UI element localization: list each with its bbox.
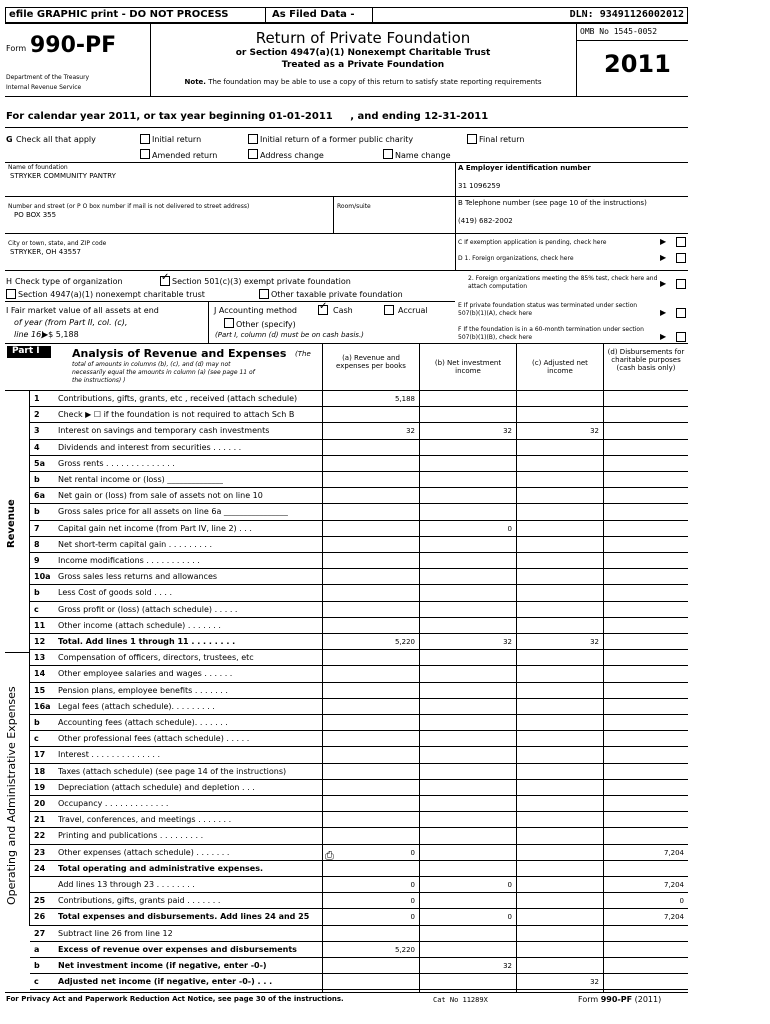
- form-label: Form: [6, 44, 27, 53]
- cash-label: Cash: [333, 306, 353, 315]
- row-number: 11: [34, 620, 46, 630]
- row-divider: [30, 844, 688, 845]
- row-label: Contributions, gifts, grants, etc , received (attach schedule): [58, 394, 298, 403]
- row-number: 22: [34, 831, 46, 841]
- row-divider: [30, 876, 688, 877]
- amount-col-a: 5,220: [394, 638, 415, 646]
- row-label: Net short-term capital gain . . . . . . . . .: [58, 539, 213, 549]
- amount-col-b: 0: [507, 913, 512, 922]
- row-label: Pension plans, employee benefits . . . . . . .: [58, 685, 228, 695]
- row-divider: [30, 520, 688, 521]
- other-taxable-checkbox[interactable]: [259, 289, 269, 299]
- cash-checkbox[interactable]: [318, 305, 328, 315]
- amount-col-a: 0: [410, 881, 415, 889]
- row-label: Occupancy . . . . . . . . . . . . .: [58, 799, 169, 808]
- foundation-name: STRYKER COMMUNITY PANTRY: [10, 172, 116, 180]
- amount-col-a: 0: [410, 897, 415, 906]
- amount-col-d: 0: [679, 897, 684, 906]
- row-divider: [30, 487, 688, 488]
- row-divider: [30, 633, 688, 634]
- row-label: Other professional fees (attach schedule) . . . . .: [58, 734, 250, 744]
- g-check-all: Check all that apply: [16, 135, 96, 144]
- address-change-label: Address change: [260, 151, 324, 160]
- street-label: Number and street (or P O box number if mail is not delivered to street address): [8, 203, 250, 210]
- part1-desc-1: total of amounts in columns (b), (c), and (d) may not: [72, 361, 231, 368]
- row-number: c: [34, 734, 39, 744]
- amount-col-b: 0: [507, 524, 512, 533]
- row-label: Travel, conferences, and meetings . . . . . . .: [58, 815, 232, 825]
- row-divider: [30, 698, 688, 699]
- amount-col-a: 5,220: [394, 945, 415, 954]
- row-number: 8: [34, 539, 40, 549]
- footer-privacy: For Privacy Act and Paperwork Reduction Act Notice, see page 30 of the instructions.: [6, 995, 344, 1003]
- omb-number: OMB No 1545-0052: [580, 27, 658, 36]
- row-divider: [30, 763, 688, 764]
- row-number: 19: [34, 782, 46, 792]
- form-note: Note. The foundation may be able to use a copy of this return to satisfy state reporting requirements: [184, 78, 542, 86]
- amount-col-a: 0: [410, 848, 415, 857]
- row-label: Dividends and interest from securities . . . . . .: [58, 442, 242, 452]
- row-label: Printing and publications . . . . . . . . .: [58, 831, 204, 841]
- name-change-checkbox[interactable]: [383, 149, 393, 159]
- c-arrow: ▶: [660, 237, 667, 246]
- row-number: 21: [34, 815, 46, 825]
- d1-checkbox[interactable]: [676, 253, 686, 263]
- row-divider: [30, 941, 688, 942]
- row-number: 27: [34, 928, 46, 938]
- row-label: Other income (attach schedule) . . . . . . .: [58, 620, 221, 630]
- row-divider: [30, 730, 688, 731]
- row-label: Total. Add lines 1 through 11 . . . . . . . .: [58, 637, 236, 646]
- final-return-label: Final return: [479, 135, 525, 144]
- amount-col-b: 0: [507, 881, 512, 889]
- amount-col-a: 5,188: [394, 395, 415, 403]
- row-number: 26: [34, 912, 46, 922]
- row-divider: [30, 536, 688, 537]
- row-number: 3: [34, 426, 40, 436]
- f-text: F If the foundation is in a 60-month termination under section 507(b)(1)(B), check here: [458, 326, 644, 341]
- row-divider: [30, 714, 688, 715]
- d2-text: 2. Foreign organizations meeting the 85% test, check here and attach computation: [468, 275, 658, 290]
- e-text: E If private foundation status was terminated under section 507(b)(1)(A), check here: [458, 302, 638, 317]
- row-label: Compensation of officers, directors, trustees, etc: [58, 653, 254, 663]
- c-text: C If exemption application is pending, check here: [458, 239, 607, 246]
- form-title: Return of Private Foundation: [255, 29, 471, 47]
- initial-former-checkbox[interactable]: [248, 134, 258, 144]
- d2-checkbox[interactable]: [676, 279, 686, 289]
- initial-return-checkbox[interactable]: [140, 134, 150, 144]
- row-number: 20: [34, 799, 46, 808]
- i-line-1: I Fair market value of all assets at end: [6, 306, 159, 315]
- row-label: Subtract line 26 from line 12: [58, 928, 173, 938]
- part1-tag: Part I: [7, 346, 51, 358]
- row-divider: [30, 957, 688, 958]
- part1-desc-3: the instructions) ): [72, 377, 126, 384]
- attachment-icon[interactable]: ⎙: [325, 849, 334, 862]
- accrual-label: Accrual: [398, 306, 428, 315]
- row-divider: [30, 422, 688, 423]
- row-number: 17: [34, 750, 46, 760]
- final-return-checkbox[interactable]: [467, 134, 477, 144]
- row-number: b: [34, 507, 40, 517]
- tax-year: 2011: [604, 50, 671, 78]
- row-number: 18: [34, 766, 46, 776]
- row-label: Gross sales less returns and allowances: [58, 572, 218, 582]
- row-number: b: [34, 588, 40, 598]
- row-label: Gross rents . . . . . . . . . . . . . .: [58, 458, 175, 468]
- row-label: Check ▶ ☐ if the foundation is not required to attach Sch B: [58, 410, 295, 420]
- row-divider: [30, 908, 688, 909]
- e-arrow: ▶: [660, 308, 667, 317]
- row-divider: [30, 649, 688, 650]
- revenue-side-label: Revenue: [6, 499, 17, 548]
- g-label: G: [6, 135, 13, 144]
- section-4947-label: Section 4947(a)(1) nonexempt charitable trust: [18, 290, 205, 299]
- amended-return-label: Amended return: [152, 151, 218, 160]
- other-method-label: Other (specify): [236, 320, 296, 329]
- f-checkbox[interactable]: [676, 332, 686, 342]
- row-divider: [30, 860, 688, 861]
- amount-col-c: 32: [590, 978, 599, 987]
- amount-col-b: 32: [503, 427, 512, 436]
- row-label: Legal fees (attach schedule). . . . . . . . .: [58, 701, 215, 711]
- h-label: H: [6, 277, 13, 286]
- street-value: PO BOX 355: [14, 211, 57, 219]
- row-divider: [30, 406, 688, 407]
- address-change-checkbox[interactable]: [248, 149, 258, 159]
- col-d-header: (d) Disbursements for charitable purposes (cash basis only): [607, 348, 685, 372]
- row-label: Gross sales price for all assets on line 6a ________________: [58, 507, 288, 517]
- row-divider: [30, 795, 688, 796]
- room-suite-label: Room/suite: [337, 203, 371, 210]
- city-label: City or town, state, and ZIP code: [8, 240, 107, 247]
- amount-col-b: 32: [503, 962, 512, 970]
- row-number: 1: [34, 394, 40, 403]
- row-label: Income modifications . . . . . . . . . . .: [58, 556, 200, 565]
- row-label: Other employee salaries and wages . . . . . .: [58, 669, 233, 679]
- amended-return-checkbox[interactable]: [140, 149, 150, 159]
- row-label: Accounting fees (attach schedule). . . . . . .: [58, 718, 228, 727]
- amount-col-c: 32: [590, 427, 599, 436]
- j-text: J Accounting method: [214, 306, 298, 315]
- row-divider: [30, 989, 688, 990]
- row-divider: [30, 811, 688, 812]
- row-number: 23: [34, 847, 46, 857]
- name-change-label: Name change: [395, 151, 451, 160]
- dept-irs: Internal Revenue Service: [6, 84, 82, 91]
- row-label: Total expenses and disbursements. Add lines 24 and 25: [58, 912, 310, 922]
- e-checkbox[interactable]: [676, 308, 686, 318]
- row-number: 2: [34, 410, 40, 420]
- row-label: Taxes (attach schedule) (see page 14 of the instructions): [58, 766, 287, 776]
- d1-arrow: ▶: [660, 253, 667, 262]
- row-label: Less Cost of goods sold . . . .: [58, 588, 173, 598]
- row-label: Net investment income (if negative, enter -0-): [58, 961, 267, 970]
- initial-return-label: Initial return: [152, 135, 202, 144]
- amount-col-b: 32: [503, 638, 512, 646]
- row-divider: [30, 746, 688, 747]
- row-number: 5a: [34, 458, 45, 468]
- h-text: Check type of organization: [15, 277, 123, 286]
- other-method-checkbox[interactable]: [224, 318, 234, 328]
- row-label: Other expenses (attach schedule) . . . . . . .: [58, 847, 230, 857]
- row-divider: [30, 665, 688, 666]
- col-c-header: (c) Adjusted net income: [532, 359, 588, 375]
- row-label: Depreciation (attach schedule) and depletion . . .: [58, 782, 255, 792]
- row-number: b: [34, 961, 40, 970]
- row-label: Adjusted net income (if negative, enter -0-) . . .: [58, 977, 273, 987]
- row-label: Contributions, gifts, grants paid . . . . . . .: [58, 896, 221, 906]
- dept-treasury: Department of the Treasury: [6, 74, 90, 81]
- row-divider: [30, 973, 688, 974]
- calendar-year-line: For calendar year 2011, or tax year beginning 01-01-2011 , and ending 12-31-2011: [6, 111, 489, 122]
- efile-text: efile GRAPHIC print - DO NOT PROCESS: [9, 9, 229, 20]
- expenses-side-label: Operating and Administrative Expenses: [5, 686, 18, 905]
- c-checkbox[interactable]: [676, 237, 686, 247]
- other-taxable-label: Other taxable private foundation: [271, 290, 403, 299]
- dln-text: DLN: 93491126002012: [569, 9, 684, 20]
- form-number: 990-PF: [30, 33, 117, 58]
- row-number: c: [34, 604, 39, 614]
- row-label: Excess of revenue over expenses and disbursements: [58, 944, 297, 954]
- ein-value: 31 1096259: [458, 182, 501, 190]
- row-divider: [30, 617, 688, 618]
- amount-col-c: 32: [590, 638, 599, 646]
- row-divider: [30, 601, 688, 602]
- row-number: 15: [34, 685, 46, 695]
- col-a-header: (a) Revenue and expenses per books: [336, 354, 406, 370]
- col-b-header: (b) Net investment income: [434, 359, 502, 375]
- part1-title-note: (The: [295, 350, 311, 358]
- row-divider: [30, 584, 688, 585]
- row-number: 7: [34, 523, 40, 533]
- row-label: Add lines 13 through 23 . . . . . . . .: [58, 880, 195, 889]
- form-subtitle-2: Treated as a Private Foundation: [281, 60, 445, 70]
- section-4947-checkbox[interactable]: [6, 289, 16, 299]
- fmv-value: ▶$ 5,188: [42, 330, 79, 339]
- row-divider: [30, 892, 688, 893]
- as-filed-text: As Filed Data -: [272, 9, 355, 20]
- section-501c3-checkbox[interactable]: [160, 276, 170, 286]
- part1-title: Analysis of Revenue and Expenses: [72, 347, 287, 360]
- row-label: Gross profit or (loss) (attach schedule) . . . . .: [58, 604, 238, 614]
- form-subtitle-1: or Section 4947(a)(1) Nonexempt Charitable Trust: [235, 48, 491, 58]
- row-number: 6a: [34, 491, 45, 501]
- amount-col-d: 7,204: [663, 848, 684, 857]
- row-number: 4: [34, 442, 40, 452]
- row-divider: [30, 552, 688, 553]
- row-divider: [30, 439, 688, 440]
- d1-text: D 1. Foreign organizations, check here: [458, 255, 574, 262]
- accrual-checkbox[interactable]: [384, 305, 394, 315]
- foundation-name-label: Name of foundation: [8, 164, 68, 171]
- row-number: 25: [34, 896, 46, 906]
- i-line-2: of year (from Part II, col. (c),: [14, 318, 128, 327]
- amount-col-d: 7,204: [663, 881, 684, 889]
- amount-col-a: 32: [406, 427, 415, 436]
- row-divider: [30, 925, 688, 926]
- row-number: 10a: [34, 572, 51, 582]
- row-divider: [30, 827, 688, 828]
- ein-label: A Employer identification number: [458, 164, 591, 172]
- d2-arrow: ▶: [660, 279, 667, 288]
- row-label: Interest on savings and temporary cash investments: [58, 426, 270, 436]
- i-line-3: line 16): [14, 330, 45, 339]
- row-number: 24: [34, 863, 46, 873]
- row-number: b: [34, 718, 40, 727]
- section-501c3-label: Section 501(c)(3) exempt private foundation: [172, 277, 351, 286]
- row-number: c: [34, 977, 39, 987]
- phone-label: B Telephone number (see page 10 of the instructions): [458, 199, 647, 207]
- row-label: Capital gain net income (from Part IV, line 2) . . .: [58, 523, 252, 533]
- row-number: 16a: [34, 701, 51, 711]
- row-number: 13: [34, 653, 46, 663]
- row-label: Net rental income or (loss) ______________: [58, 475, 224, 484]
- footer-form: Form 990-PF (2011): [578, 995, 662, 1004]
- row-number: 9: [34, 556, 40, 565]
- part1-desc-2: necessarily equal the amounts in column (a) (see page 11 of: [72, 369, 255, 376]
- row-divider: [30, 471, 688, 472]
- row-divider: [30, 455, 688, 456]
- f-arrow: ▶: [660, 332, 667, 341]
- j-note: (Part I, column (d) must be on cash basis.): [215, 331, 364, 339]
- amount-col-a: 0: [410, 913, 415, 922]
- amount-col-d: 7,204: [663, 913, 684, 922]
- row-label: Net gain or (loss) from sale of assets not on line 10: [58, 491, 263, 501]
- phone-value: (419) 682-2002: [458, 217, 513, 225]
- row-divider: [30, 682, 688, 683]
- row-label: Total operating and administrative expenses.: [58, 863, 263, 873]
- row-divider: [30, 503, 688, 504]
- row-label: Interest . . . . . . . . . . . . . .: [58, 750, 161, 760]
- row-number: a: [34, 944, 40, 954]
- row-number: 14: [34, 669, 46, 679]
- initial-former-label: Initial return of a former public charity: [260, 135, 414, 144]
- row-divider: [30, 568, 688, 569]
- row-divider: [30, 779, 688, 780]
- row-number: b: [34, 475, 40, 484]
- row-number: 12: [34, 637, 46, 646]
- city-value: STRYKER, OH 43557: [10, 248, 82, 256]
- footer-cat: Cat No 11289X: [433, 996, 488, 1004]
